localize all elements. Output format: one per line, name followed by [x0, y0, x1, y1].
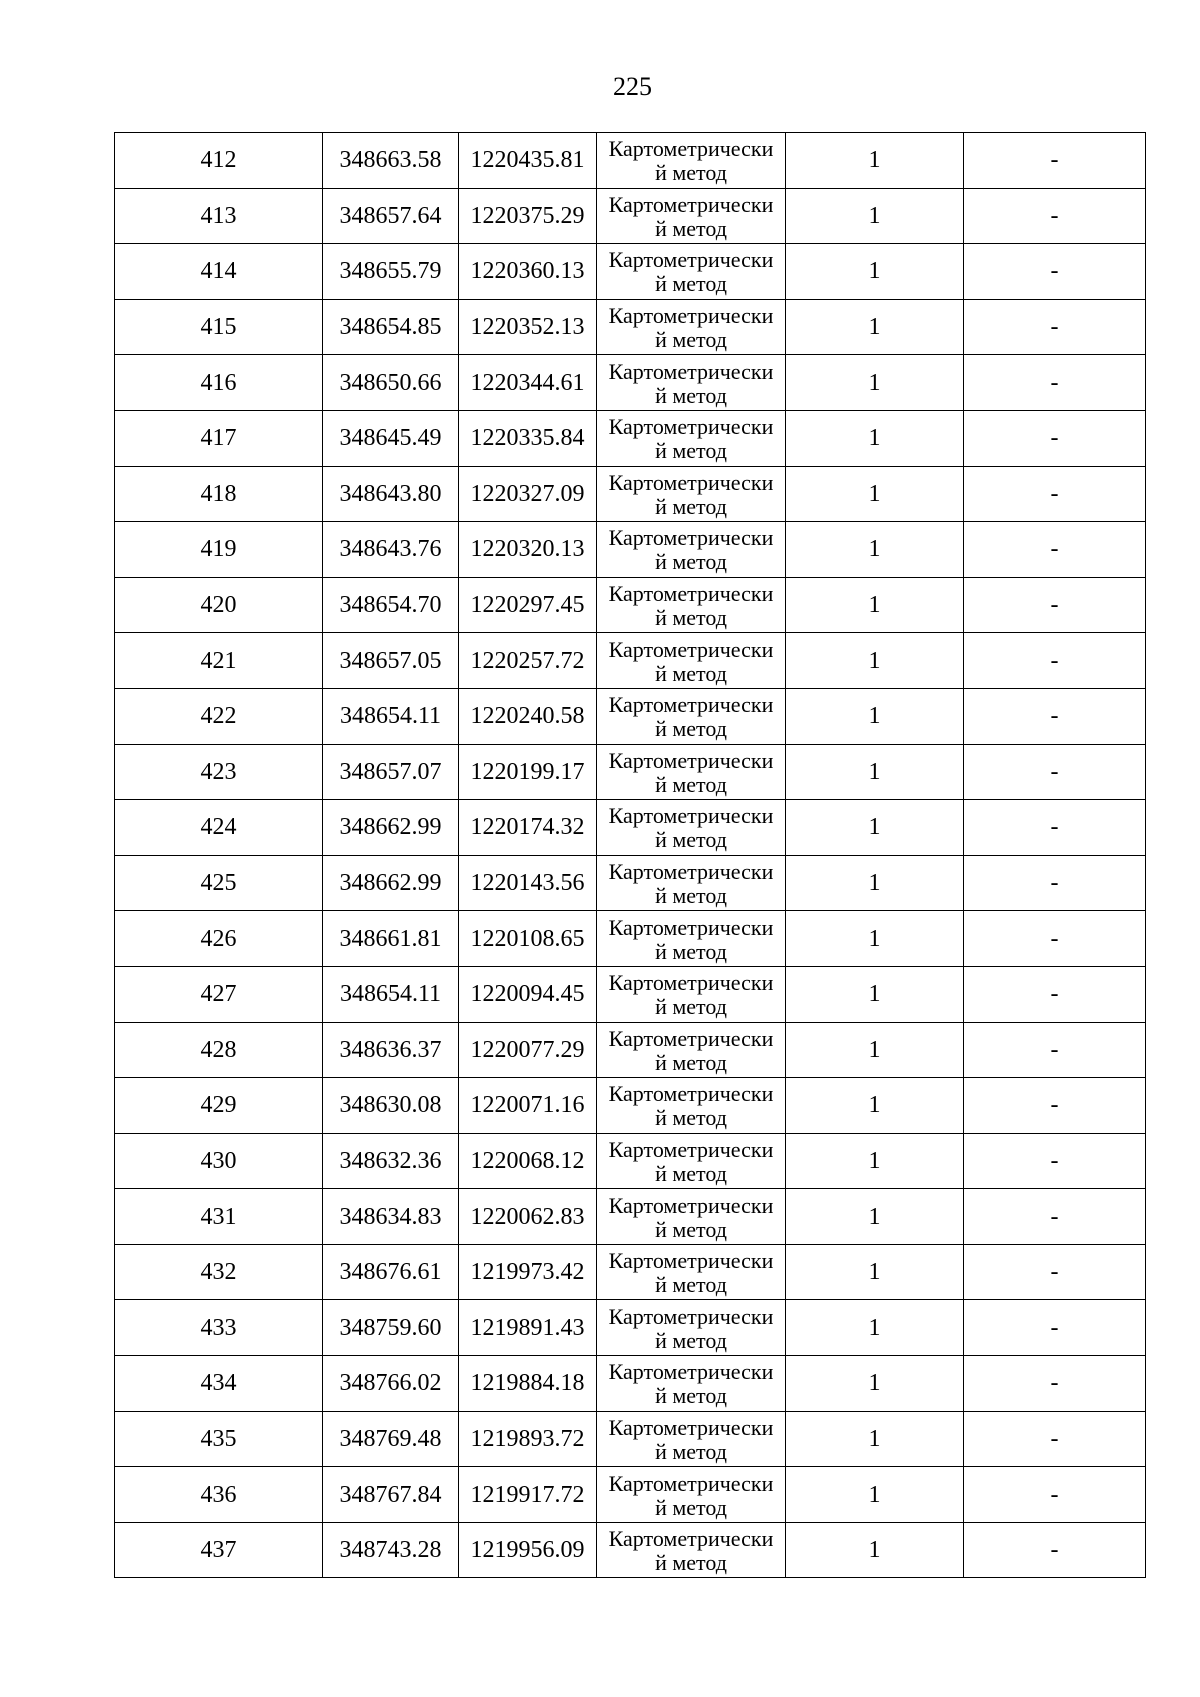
method-line-2: й метод [655, 1383, 727, 1409]
table-row [115, 800, 1146, 856]
method-line-1: Картометрически [608, 1248, 774, 1274]
method-line-2: й метод [655, 883, 727, 909]
method-cell [597, 1244, 786, 1300]
method-line-1: Картометрически [608, 636, 774, 662]
table-row [115, 1189, 1146, 1245]
x-coordinate-cell: 348662.99 [323, 800, 459, 856]
note-cell: - [964, 1133, 1146, 1189]
accuracy-cell: 1 [786, 1467, 964, 1523]
method-line-1: Картометрически [608, 136, 774, 162]
accuracy-cell: 1 [786, 966, 964, 1022]
method-line-1: Картометрически [608, 1025, 774, 1051]
method-cell [597, 522, 786, 578]
accuracy-cell: 1 [786, 1244, 964, 1300]
x-coordinate-cell: 348632.36 [323, 1133, 459, 1189]
y-coordinate-cell: 1220094.45 [459, 966, 597, 1022]
accuracy-cell: 1 [786, 133, 964, 189]
note-cell: - [964, 1244, 1146, 1300]
y-coordinate-cell: 1220071.16 [459, 1078, 597, 1134]
accuracy-cell: 1 [786, 1022, 964, 1078]
accuracy-cell: 1 [786, 410, 964, 466]
y-coordinate-cell: 1220068.12 [459, 1133, 597, 1189]
accuracy-cell: 1 [786, 1300, 964, 1356]
point-number-cell: 428 [115, 1022, 323, 1078]
accuracy-cell: 1 [786, 1133, 964, 1189]
point-number-cell: 433 [115, 1300, 323, 1356]
note-cell: - [964, 410, 1146, 466]
method-line-1: Картометрически [608, 525, 774, 551]
method-line-1: Картометрически [608, 1081, 774, 1107]
note-cell: - [964, 188, 1146, 244]
note-cell: - [964, 633, 1146, 689]
method-line-1: Картометрически [608, 747, 774, 773]
note-cell: - [964, 1356, 1146, 1412]
x-coordinate-cell: 348654.85 [323, 299, 459, 355]
y-coordinate-cell: 1220360.13 [459, 244, 597, 300]
y-coordinate-cell: 1220077.29 [459, 1022, 597, 1078]
method-line-2: й метод [655, 1105, 727, 1131]
point-number-cell: 417 [115, 410, 323, 466]
method-line-2: й метод [655, 327, 727, 353]
y-coordinate-cell: 1219917.72 [459, 1467, 597, 1523]
x-coordinate-cell: 348769.48 [323, 1411, 459, 1467]
x-coordinate-cell: 348643.76 [323, 522, 459, 578]
method-cell [597, 1467, 786, 1523]
point-number-cell: 435 [115, 1411, 323, 1467]
table-row [115, 911, 1146, 967]
table-row [115, 355, 1146, 411]
accuracy-cell: 1 [786, 1411, 964, 1467]
method-line-2: й метод [655, 716, 727, 742]
x-coordinate-cell: 348766.02 [323, 1356, 459, 1412]
note-cell: - [964, 744, 1146, 800]
accuracy-cell: 1 [786, 577, 964, 633]
method-line-2: й метод [655, 660, 727, 686]
point-number-cell: 427 [115, 966, 323, 1022]
table-row [115, 1411, 1146, 1467]
x-coordinate-cell: 348767.84 [323, 1467, 459, 1523]
method-cell [597, 688, 786, 744]
point-number-cell: 437 [115, 1522, 323, 1578]
method-cell [597, 911, 786, 967]
x-coordinate-cell: 348662.99 [323, 855, 459, 911]
method-line-1: Картометрически [608, 1414, 774, 1440]
method-line-2: й метод [655, 827, 727, 853]
method-line-1: Картометрически [608, 1359, 774, 1385]
method-line-2: й метод [655, 938, 727, 964]
note-cell: - [964, 1300, 1146, 1356]
x-coordinate-cell: 348650.66 [323, 355, 459, 411]
x-coordinate-cell: 348657.07 [323, 744, 459, 800]
method-line-2: й метод [655, 1272, 727, 1298]
note-cell: - [964, 688, 1146, 744]
y-coordinate-cell: 1219893.72 [459, 1411, 597, 1467]
method-line-2: й метод [655, 493, 727, 519]
method-cell [597, 1078, 786, 1134]
table-row [115, 1078, 1146, 1134]
method-cell [597, 633, 786, 689]
x-coordinate-cell: 348657.05 [323, 633, 459, 689]
accuracy-cell: 1 [786, 688, 964, 744]
point-number-cell: 412 [115, 133, 323, 189]
method-line-2: й метод [655, 160, 727, 186]
x-coordinate-cell: 348657.64 [323, 188, 459, 244]
method-line-1: Картометрически [608, 581, 774, 607]
method-cell [597, 133, 786, 189]
x-coordinate-cell: 348743.28 [323, 1522, 459, 1578]
table-row [115, 1467, 1146, 1523]
x-coordinate-cell: 348645.49 [323, 410, 459, 466]
y-coordinate-cell: 1220199.17 [459, 744, 597, 800]
method-line-2: й метод [655, 1216, 727, 1242]
method-cell [597, 1133, 786, 1189]
y-coordinate-cell: 1220240.58 [459, 688, 597, 744]
y-coordinate-cell: 1220320.13 [459, 522, 597, 578]
point-number-cell: 420 [115, 577, 323, 633]
accuracy-cell: 1 [786, 1189, 964, 1245]
method-line-1: Картометрически [608, 1136, 774, 1162]
method-line-1: Картометрически [608, 247, 774, 273]
method-cell [597, 855, 786, 911]
point-number-cell: 413 [115, 188, 323, 244]
table-row [115, 133, 1146, 189]
y-coordinate-cell: 1219891.43 [459, 1300, 597, 1356]
table-row [115, 410, 1146, 466]
method-cell [597, 1189, 786, 1245]
note-cell: - [964, 133, 1146, 189]
method-line-1: Картометрически [608, 970, 774, 996]
y-coordinate-cell: 1220344.61 [459, 355, 597, 411]
table-row [115, 299, 1146, 355]
note-cell: - [964, 355, 1146, 411]
table-row [115, 188, 1146, 244]
note-cell: - [964, 1022, 1146, 1078]
method-line-1: Картометрически [608, 469, 774, 495]
x-coordinate-cell: 348661.81 [323, 911, 459, 967]
note-cell: - [964, 1189, 1146, 1245]
method-line-1: Картометрически [608, 692, 774, 718]
table-row [115, 688, 1146, 744]
method-line-2: й метод [655, 438, 727, 464]
accuracy-cell: 1 [786, 188, 964, 244]
point-number-cell: 422 [115, 688, 323, 744]
method-cell [597, 1022, 786, 1078]
table-row [115, 1356, 1146, 1412]
y-coordinate-cell: 1220174.32 [459, 800, 597, 856]
table-row [115, 1300, 1146, 1356]
x-coordinate-cell: 348759.60 [323, 1300, 459, 1356]
method-cell [597, 1522, 786, 1578]
accuracy-cell: 1 [786, 633, 964, 689]
accuracy-cell: 1 [786, 1522, 964, 1578]
accuracy-cell: 1 [786, 800, 964, 856]
method-line-1: Картометрически [608, 191, 774, 217]
note-cell: - [964, 1078, 1146, 1134]
method-cell [597, 744, 786, 800]
x-coordinate-cell: 348630.08 [323, 1078, 459, 1134]
method-line-1: Картометрически [608, 1303, 774, 1329]
point-number-cell: 429 [115, 1078, 323, 1134]
accuracy-cell: 1 [786, 855, 964, 911]
y-coordinate-cell: 1220257.72 [459, 633, 597, 689]
method-cell [597, 188, 786, 244]
note-cell: - [964, 466, 1146, 522]
y-coordinate-cell: 1220108.65 [459, 911, 597, 967]
y-coordinate-cell: 1220143.56 [459, 855, 597, 911]
note-cell: - [964, 577, 1146, 633]
page-number: 225 [613, 72, 652, 101]
note-cell: - [964, 966, 1146, 1022]
note-cell: - [964, 244, 1146, 300]
point-number-cell: 436 [115, 1467, 323, 1523]
coordinates-table [114, 132, 1146, 1578]
y-coordinate-cell: 1220435.81 [459, 133, 597, 189]
method-line-1: Картометрически [608, 303, 774, 329]
method-cell [597, 1411, 786, 1467]
table-row [115, 1133, 1146, 1189]
note-cell: - [964, 911, 1146, 967]
note-cell: - [964, 299, 1146, 355]
point-number-cell: 414 [115, 244, 323, 300]
note-cell: - [964, 522, 1146, 578]
y-coordinate-cell: 1220375.29 [459, 188, 597, 244]
method-cell [597, 355, 786, 411]
accuracy-cell: 1 [786, 1078, 964, 1134]
method-line-1: Картометрически [608, 414, 774, 440]
point-number-cell: 415 [115, 299, 323, 355]
y-coordinate-cell: 1219973.42 [459, 1244, 597, 1300]
method-line-1: Картометрически [608, 1192, 774, 1218]
x-coordinate-cell: 348643.80 [323, 466, 459, 522]
accuracy-cell: 1 [786, 244, 964, 300]
method-line-2: й метод [655, 994, 727, 1020]
x-coordinate-cell: 348634.83 [323, 1189, 459, 1245]
point-number-cell: 419 [115, 522, 323, 578]
note-cell: - [964, 1467, 1146, 1523]
method-line-2: й метод [655, 549, 727, 575]
note-cell: - [964, 1522, 1146, 1578]
accuracy-cell: 1 [786, 299, 964, 355]
x-coordinate-cell: 348654.70 [323, 577, 459, 633]
table-row [115, 744, 1146, 800]
method-cell [597, 1356, 786, 1412]
table-row [115, 1244, 1146, 1300]
x-coordinate-cell: 348654.11 [323, 688, 459, 744]
y-coordinate-cell: 1219884.18 [459, 1356, 597, 1412]
accuracy-cell: 1 [786, 355, 964, 411]
point-number-cell: 416 [115, 355, 323, 411]
method-line-1: Картометрически [608, 1470, 774, 1496]
x-coordinate-cell: 348654.11 [323, 966, 459, 1022]
method-line-2: й метод [655, 215, 727, 241]
table-row [115, 466, 1146, 522]
x-coordinate-cell: 348676.61 [323, 1244, 459, 1300]
table-body [115, 133, 1146, 1578]
point-number-cell: 431 [115, 1189, 323, 1245]
method-line-2: й метод [655, 382, 727, 408]
point-number-cell: 426 [115, 911, 323, 967]
y-coordinate-cell: 1220335.84 [459, 410, 597, 466]
table-row [115, 966, 1146, 1022]
accuracy-cell: 1 [786, 522, 964, 578]
table-row [115, 855, 1146, 911]
method-cell [597, 466, 786, 522]
method-line-1: Картометрически [608, 803, 774, 829]
y-coordinate-cell: 1220297.45 [459, 577, 597, 633]
x-coordinate-cell: 348663.58 [323, 133, 459, 189]
method-cell [597, 966, 786, 1022]
table-row [115, 1022, 1146, 1078]
method-line-2: й метод [655, 1049, 727, 1075]
table-row [115, 522, 1146, 578]
method-cell [597, 244, 786, 300]
point-number-cell: 430 [115, 1133, 323, 1189]
method-line-1: Картометрически [608, 914, 774, 940]
method-line-2: й метод [655, 271, 727, 297]
point-number-cell: 432 [115, 1244, 323, 1300]
method-line-2: й метод [655, 1494, 727, 1520]
x-coordinate-cell: 348636.37 [323, 1022, 459, 1078]
point-number-cell: 425 [115, 855, 323, 911]
y-coordinate-cell: 1220327.09 [459, 466, 597, 522]
point-number-cell: 421 [115, 633, 323, 689]
method-cell [597, 299, 786, 355]
point-number-cell: 434 [115, 1356, 323, 1412]
table-row [115, 244, 1146, 300]
accuracy-cell: 1 [786, 466, 964, 522]
accuracy-cell: 1 [786, 744, 964, 800]
method-cell [597, 410, 786, 466]
y-coordinate-cell: 1220062.83 [459, 1189, 597, 1245]
accuracy-cell: 1 [786, 1356, 964, 1412]
method-cell [597, 1300, 786, 1356]
method-line-1: Картометрически [608, 859, 774, 885]
point-number-cell: 423 [115, 744, 323, 800]
y-coordinate-cell: 1220352.13 [459, 299, 597, 355]
note-cell: - [964, 800, 1146, 856]
table-row [115, 633, 1146, 689]
method-line-2: й метод [655, 771, 727, 797]
point-number-cell: 418 [115, 466, 323, 522]
method-line-1: Картометрически [608, 358, 774, 384]
accuracy-cell: 1 [786, 911, 964, 967]
note-cell: - [964, 1411, 1146, 1467]
method-line-2: й метод [655, 605, 727, 631]
method-cell [597, 800, 786, 856]
table-row [115, 577, 1146, 633]
note-cell: - [964, 855, 1146, 911]
x-coordinate-cell: 348655.79 [323, 244, 459, 300]
method-line-1: Картометрически [608, 1526, 774, 1552]
method-line-2: й метод [655, 1550, 727, 1576]
table-row [115, 1522, 1146, 1578]
method-line-2: й метод [655, 1327, 727, 1353]
y-coordinate-cell: 1219956.09 [459, 1522, 597, 1578]
point-number-cell: 424 [115, 800, 323, 856]
method-line-2: й метод [655, 1438, 727, 1464]
method-cell [597, 577, 786, 633]
method-line-2: й метод [655, 1160, 727, 1186]
